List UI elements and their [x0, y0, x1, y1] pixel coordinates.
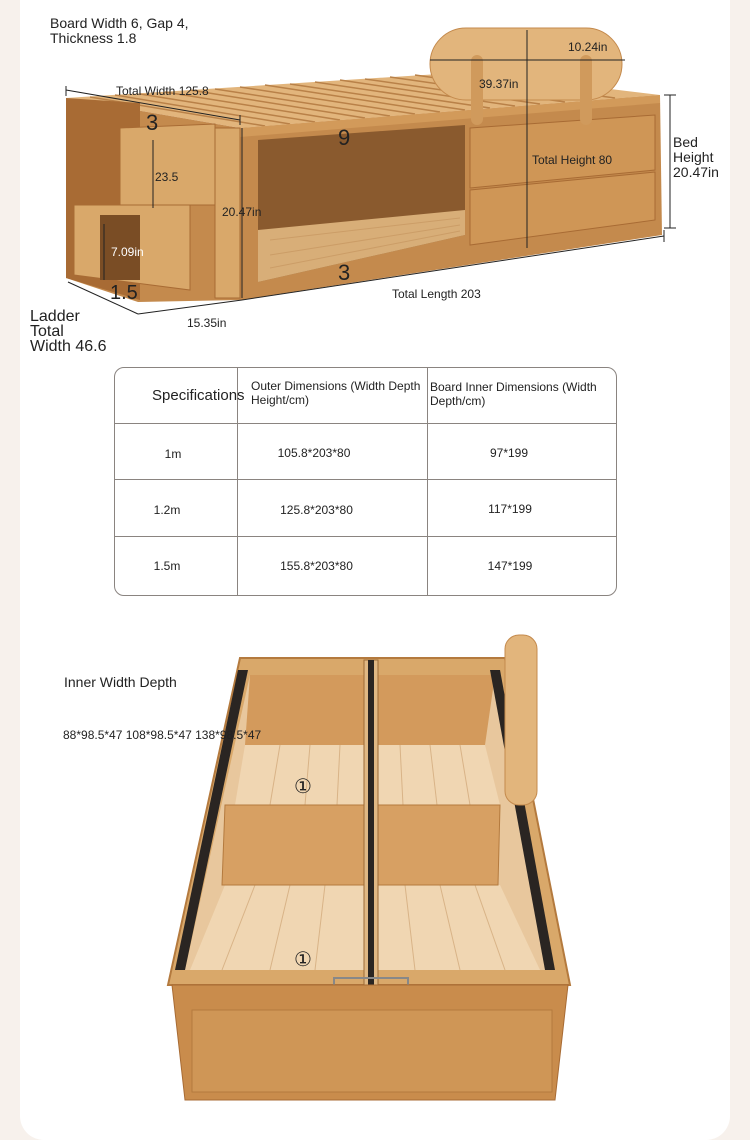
bed-side-illustration [0, 0, 750, 360]
board-spec-note: Board Width 6, Gap 4, Thickness 1.8 [50, 15, 189, 46]
ladder-bottom-height-label: 7.09in [111, 245, 144, 259]
spec-header-specifications: Specifications [152, 387, 245, 404]
storage-box-illustration [0, 620, 750, 1110]
ladder-step-upper [120, 124, 215, 205]
spec-row-1-size: 1m [164, 447, 182, 461]
inner-width-depth-title: Inner Width Depth [64, 674, 177, 690]
ladder-depth-label: 15.35in [187, 316, 227, 330]
ladder-step-height-label: 23.5 [155, 170, 179, 184]
headboard-height-label: 39.37in [479, 77, 519, 91]
spec-header-inner: Board Inner Dimensions (Width Depth/cm) [430, 380, 597, 408]
headboard [430, 28, 622, 100]
bed-height-label: Bed Height 20.47in [673, 134, 719, 180]
slat-mark-top: 3 [146, 110, 159, 135]
slat-mark-mid: 9 [338, 125, 351, 150]
spec-header-outer: Outer Dimensions (Width Depth Height/cm) [251, 379, 421, 407]
compartment-mark-bottom: ① [294, 949, 312, 971]
spec-row-3-outer: 155.8*203*80 [280, 559, 353, 573]
specifications-table [114, 367, 617, 596]
spec-row-1-outer: 105.8*203*80 [277, 446, 351, 460]
spec-row-2-inner: 117*199 [488, 502, 532, 516]
total-height-label: Total Height 80 [532, 153, 613, 167]
slat-mark-bottom: 3 [338, 260, 351, 285]
inner-width-depth-values: 88*98.5*47 108*98.5*47 138*98.5*47 [63, 728, 262, 742]
spec-row-3-size: 1.5m [153, 559, 181, 573]
ladder-total-width-label: Ladder Total Width 46.6 [30, 308, 107, 355]
spec-row-1-inner: 97*199 [489, 446, 529, 460]
ladder-base-mark: 1.5 [110, 282, 138, 304]
spec-row-2-size: 1.2m [153, 503, 181, 517]
total-length-label: Total Length 203 [392, 287, 481, 301]
total-width-label: Total Width 125.8 [116, 84, 209, 98]
headboard-post-right [580, 55, 592, 125]
compartment-mark-top: ① [294, 776, 312, 798]
spec-row-3-inner: 147*199 [487, 559, 533, 573]
headboard-width-label: 10.24in [568, 40, 608, 54]
bed-side-height-label: 20.47in [222, 205, 262, 219]
spec-row-2-outer: 125.8*203*80 [280, 503, 353, 517]
